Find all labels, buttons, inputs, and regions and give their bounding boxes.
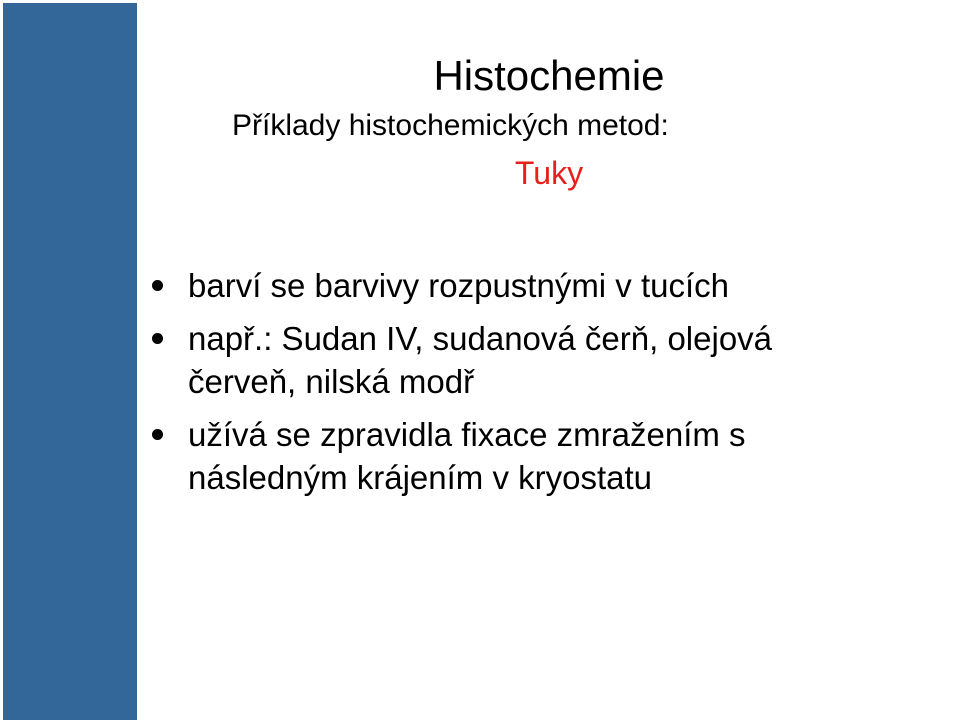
bullet-item bbox=[150, 264, 870, 307]
bullet-dot-icon bbox=[152, 333, 163, 344]
sidebar-accent-bar bbox=[3, 3, 137, 720]
slide-title: Histochemie bbox=[433, 52, 665, 99]
topic-heading: Tuky bbox=[514, 155, 584, 191]
bullet-text: např.: Sudan IV, sudanová čerň, olejová červeň, nilská modř bbox=[188, 320, 773, 400]
bullet-dot-icon bbox=[152, 280, 163, 291]
bullet-item bbox=[150, 317, 870, 403]
bullet-list bbox=[150, 264, 870, 509]
bullet-text: užívá se zpravidla fixace zmražením s následným krájením v kryostatu bbox=[188, 416, 746, 496]
bullet-item bbox=[150, 413, 870, 499]
slide-subtitle: Příklady histochemických metod: bbox=[232, 109, 669, 142]
bullet-dot-icon bbox=[152, 429, 163, 440]
bullet-text: barví se barvivy rozpustnými v tucích bbox=[188, 267, 730, 304]
